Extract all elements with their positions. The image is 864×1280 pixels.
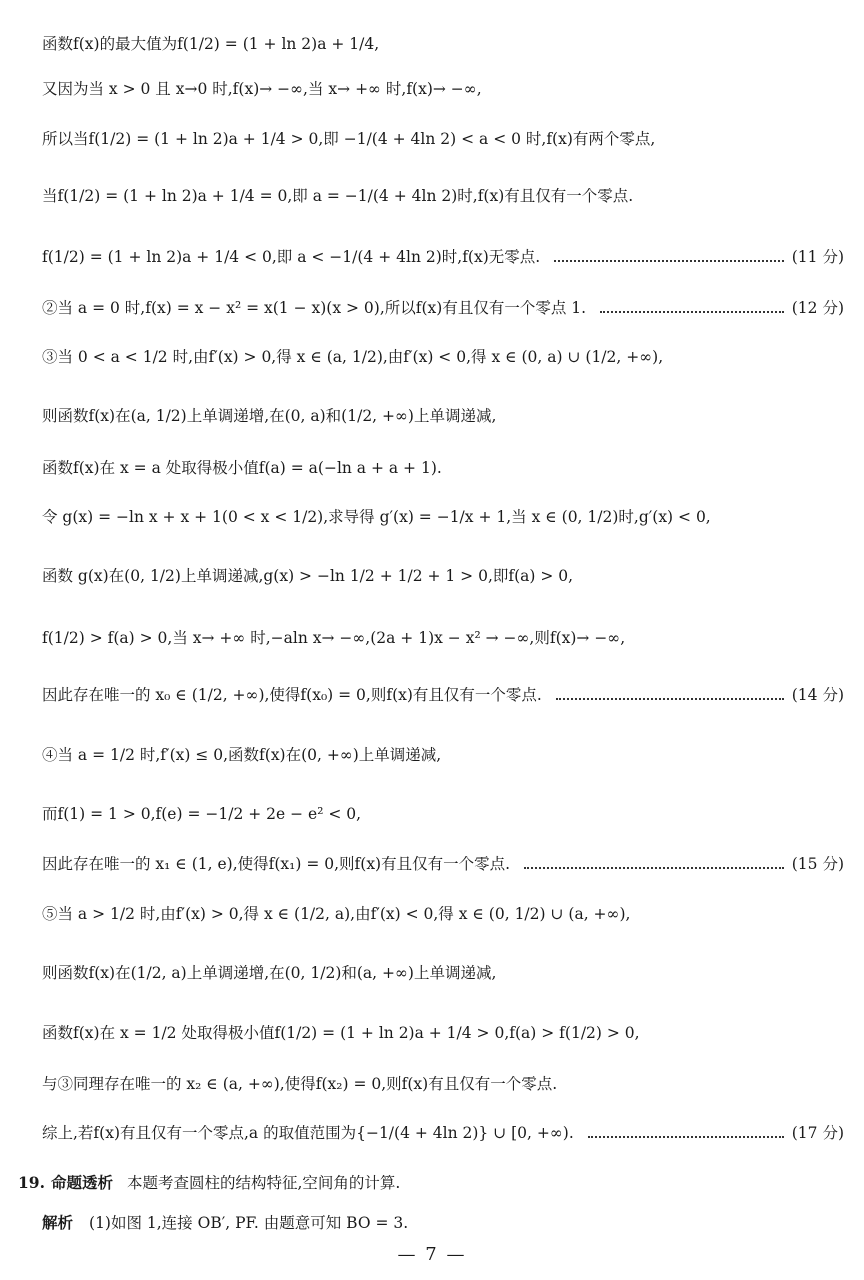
analysis-label: 解析 <box>42 1213 74 1232</box>
solution-line: 函数f(x)在 x = a 处取得极小值f(a) = a(−ln a + a + 1). <box>42 459 442 477</box>
solution-line: 函数f(x)的最大值为f(1/2) = (1 + ln 2)a + 1/4, <box>42 35 380 53</box>
solution-line: 与③同理存在唯一的 x₂ ∈ (a, +∞),使得f(x₂) = 0,则f(x)有且仅有一个零点. <box>42 1075 558 1093</box>
solution-line: 令 g(x) = −ln x + x + 1(0 < x < 1/2),求导得 g′(x) = −1/x + 1,当 x ∈ (0, 1/2)时,g′(x) < 0, <box>42 508 711 526</box>
solution-line: 则函数f(x)在(1/2, a)上单调递增,在(0, 1/2)和(a, +∞)上单调递减, <box>42 964 497 982</box>
score-label: (12 分) <box>791 299 844 317</box>
solution-line: f(1/2) > f(a) > 0,当 x→ +∞ 时,−aln x→ −∞,(2a + 1)x − x² → −∞,则f(x)→ −∞, <box>42 629 626 647</box>
leader-dots <box>600 311 784 313</box>
question-number: 19. <box>18 1173 45 1192</box>
page-number: — 7 — <box>397 1244 467 1265</box>
question-summary: 本题考查圆柱的结构特征,空间角的计算. <box>126 1174 401 1192</box>
solution-line: 因此存在唯一的 x₀ ∈ (1/2, +∞),使得f(x₀) = 0,则f(x)有且仅有一个零点. (14 分) <box>42 686 844 704</box>
solution-line: ②当 a = 0 时,f(x) = x − x² = x(1 − x)(x > 0),所以f(x)有且仅有一个零点 1. (12 分) <box>42 299 844 317</box>
question-19-header <box>18 1172 844 1194</box>
solution-line: 所以当f(1/2) = (1 + ln 2)a + 1/4 > 0,即 −1/(4 + 4ln 2) < a < 0 时,f(x)有两个零点, <box>42 130 656 148</box>
solution-line: f(1/2) = (1 + ln 2)a + 1/4 < 0,即 a < −1/(4 + 4ln 2)时,f(x)无零点. (11 分) <box>42 248 844 266</box>
leader-dots <box>524 867 784 869</box>
solution-line: 函数 g(x)在(0, 1/2)上单调递减,g(x) > −ln 1/2 + 1/2 + 1 > 0,即f(a) > 0, <box>42 567 574 585</box>
leader-dots <box>554 260 784 262</box>
analysis-line <box>42 1212 844 1234</box>
solution-line: ⑤当 a > 1/2 时,由f′(x) > 0,得 x ∈ (1/2, a),由f′(x) < 0,得 x ∈ (0, 1/2) ∪ (a, +∞), <box>42 905 631 923</box>
solution-line: 则函数f(x)在(a, 1/2)上单调递增,在(0, a)和(1/2, +∞)上单调递减, <box>42 407 497 425</box>
solution-line: 当f(1/2) = (1 + ln 2)a + 1/4 = 0,即 a = −1/(4 + 4ln 2)时,f(x)有且仅有一个零点. <box>42 187 634 205</box>
leader-dots <box>556 698 784 700</box>
solution-line: 函数f(x)在 x = 1/2 处取得极小值f(1/2) = (1 + ln 2)a + 1/4 > 0,f(a) > f(1/2) > 0, <box>42 1024 640 1042</box>
solution-line: 因此存在唯一的 x₁ ∈ (1, e),使得f(x₁) = 0,则f(x)有且仅有一个零点. (15 分) <box>42 855 844 873</box>
leader-dots <box>588 1136 784 1138</box>
analysis-text: (1)如图 1,连接 OB′, PF. 由题意可知 BO = 3. <box>89 1214 409 1232</box>
solution-line: 综上,若f(x)有且仅有一个零点,a 的取值范围为{−1/(4 + 4ln 2)} ∪ [0, +∞). (17 分) <box>42 1124 844 1142</box>
score-label: (15 分) <box>791 855 844 873</box>
solution-line: 而f(1) = 1 > 0,f(e) = −1/2 + 2e − e² < 0, <box>42 805 362 823</box>
solution-line: ③当 0 < a < 1/2 时,由f′(x) > 0,得 x ∈ (a, 1/2),由f′(x) < 0,得 x ∈ (0, a) ∪ (1/2, +∞), <box>42 348 664 366</box>
score-label: (11 分) <box>791 248 844 266</box>
question-label: 命题透析 <box>50 1173 113 1192</box>
solution-line: ④当 a = 1/2 时,f′(x) ≤ 0,函数f(x)在(0, +∞)上单调递减, <box>42 746 442 764</box>
score-label: (17 分) <box>791 1124 844 1142</box>
score-label: (14 分) <box>791 686 844 704</box>
solution-line: 又因为当 x > 0 且 x→0 时,f(x)→ −∞,当 x→ +∞ 时,f(x)→ −∞, <box>42 80 482 98</box>
